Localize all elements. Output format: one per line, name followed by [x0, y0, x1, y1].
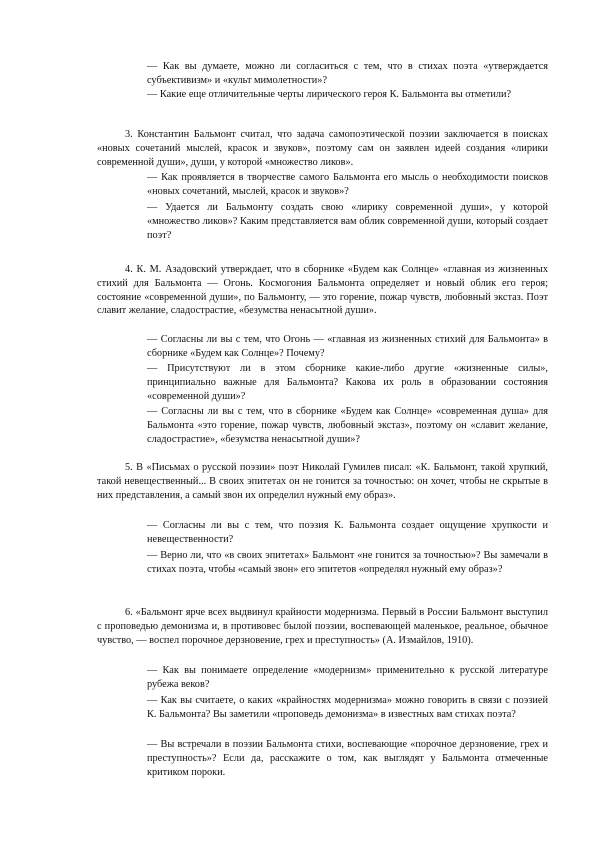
question-intro-2: — Какие еще отличительные черты лирического героя К. Бальмонта вы отметили? [147, 89, 512, 100]
question-4-2: — Присутствуют ли в этом сборнике какие-либо другие «жизненные силы», принципиально важные для Бальмонта? Какова их роль в образовании состояния «современной души»? [147, 363, 548, 402]
question-6-2: — Как вы считаете, о каких «крайностях модернизма» можно говорить в связи с поэзией К. Бальмонта? Вы заметили «проповедь демонизма» в известных вам стихах поэта? [147, 695, 548, 720]
question-4-3: — Согласны ли вы с тем, что в сборнике «Будем как Солнце» «современная душа» для Бальмонта «это горение, пожар чувств, любовный экстаз», поэтому он «славит желание, сладострастие», «безумства ненасытной души»? [147, 406, 548, 445]
question-3-2: — Удается ли Бальмонту создать свою «лирику современной души», у которой «множество ликов»? Каким представляется вам облик современной души, который создает поэт? [147, 202, 548, 241]
question-6-1: — Как вы понимаете определение «модернизм» применительно к русской литературе рубежа веков? [147, 665, 548, 690]
question-4-1: — Согласны ли вы с тем, что Огонь — «главная из жизненных стихий для Бальмонта» в сборнике «Будем как Солнце»? Почему? [147, 334, 548, 359]
paragraph-3: 3. Константин Бальмонт считал, что задача самопоэтической поэзии заключается в поисках «новых сочетаний мыслей, красок и звуков», поэтому сам он заявлен идеей создания «лирики современной души», души, у которой «множество ликов». [97, 129, 548, 168]
question-5-2: — Верно ли, что «в своих эпитетах» Бальмонт «не гонится за точностью»? Вы замечали в стихах поэта, чтобы «самый звон» его эпитетов «определял нужный ему образ»? [147, 550, 548, 575]
question-intro-1: — Как вы думаете, можно ли согласиться с тем, что в стихах поэта «утверждается субъективизм» и «культ мимолетности»? [147, 61, 548, 86]
question-6-3: — Вы встречали в поэзии Бальмонта стихи, воспевающие «порочное дерзновение, грех и преступность»? Если да, расскажите о том, как выглядят у Бальмонта отмеченные критиком пороки. [147, 739, 548, 778]
paragraph-6: 6. «Бальмонт ярче всех выдвинул крайности модернизма. Первый в России Бальмонт выступил с проповедью демонизма и, в противовес былой поэзии, воспевающей маленькое, реальное, обычное чувство, — воспел порочное дерзновение, грех и преступность» (А. Измайлов, 1910). [97, 607, 548, 646]
paragraph-4: 4. К. М. Азадовский утверждает, что в сборнике «Будем как Солнце» «главная из жизненных стихий для Бальмонта — Огонь. Космогония Бальмонта определяет и новый облик его героя; состояние «современной души», по Бальмонту, — это горение, пожар чувств, любовный экстаз. Поэт славит желание, сладострастие, «безумства ненасытной души». [97, 264, 548, 317]
question-3-1: — Как проявляется в творчестве самого Бальмонта его мысль о необходимости поисков «новых сочетаний, мыслей, красок и звуков»? [147, 172, 548, 197]
paragraph-5: 5. В «Письмах о русской поэзии» поэт Николай Гумилев писал: «К. Бальмонт, такой хрупкий, такой невещественный... В своих эпитетах он не гонится за точностью: он хочет, чтобы не скрытые в них представления, а самый звон их определил нужный ему образ». [97, 462, 548, 501]
question-5-1: — Согласны ли вы с тем, что поэзия К. Бальмонта создает ощущение хрупкости и невещественности? [147, 520, 548, 545]
